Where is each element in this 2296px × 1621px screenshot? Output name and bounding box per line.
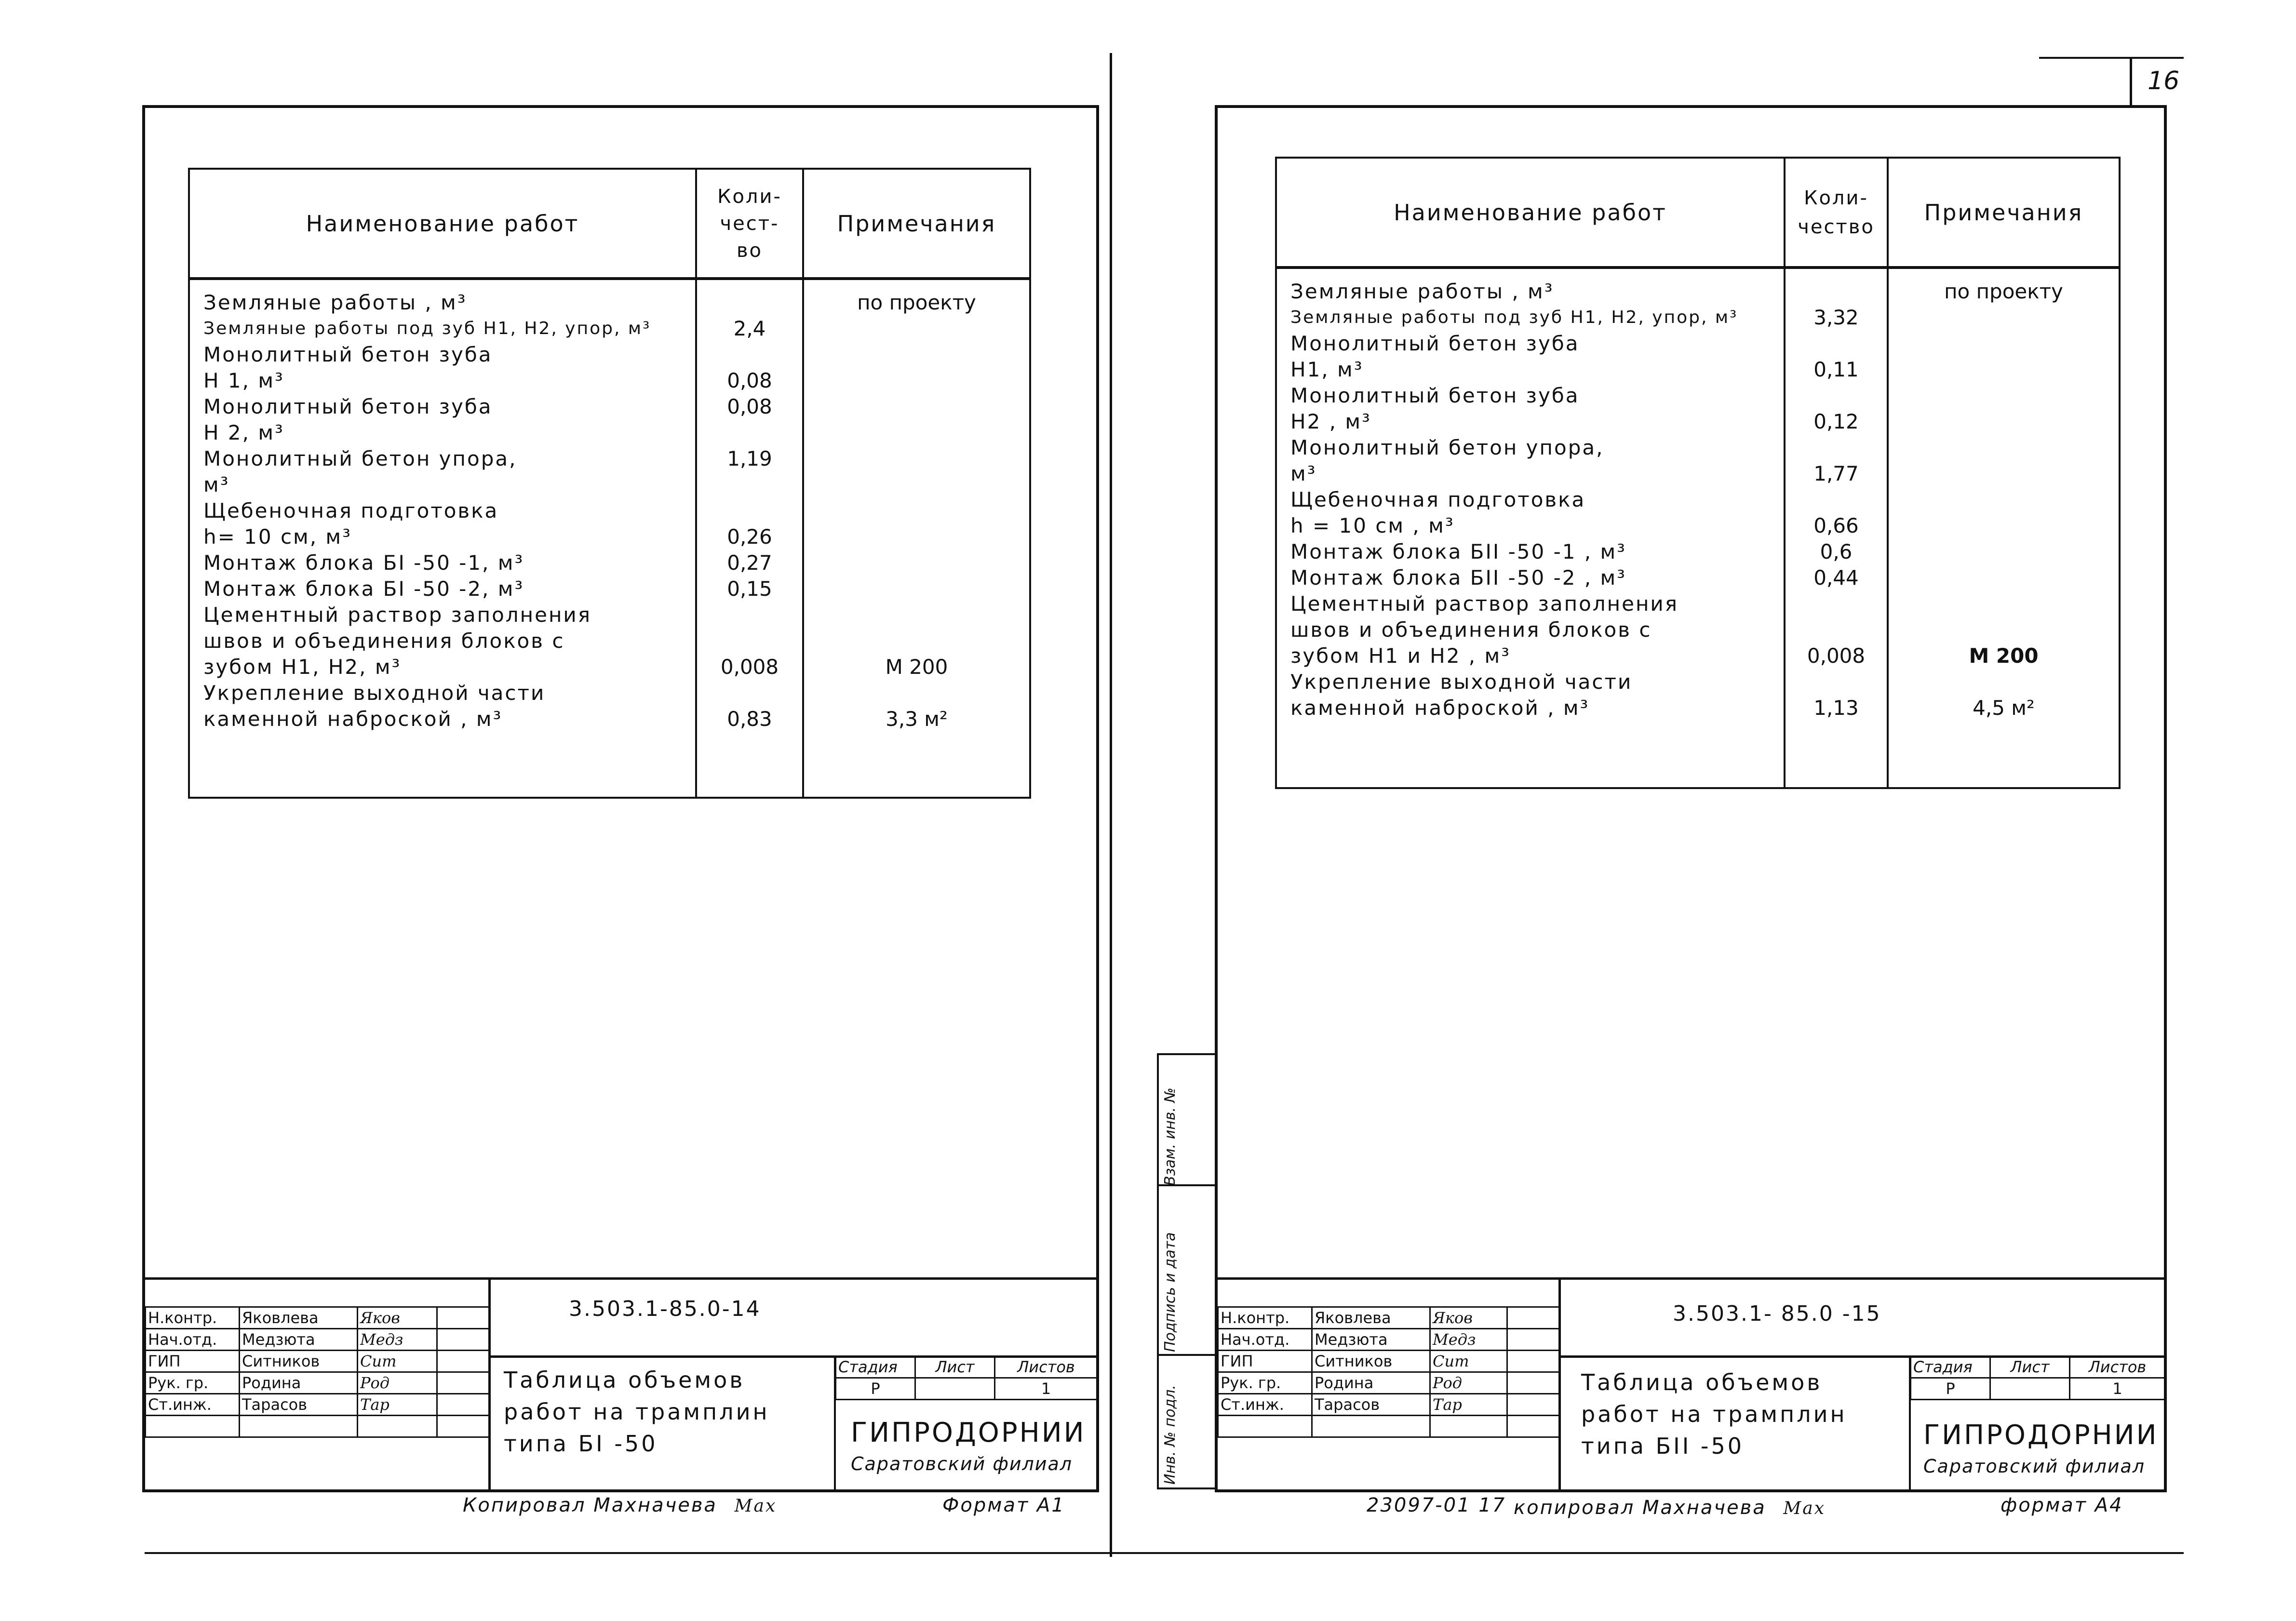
table-row-item: зубом Н1 и Н2 , м³	[1290, 644, 1511, 668]
table-row-item: Монолитный бетон зуба	[203, 395, 493, 418]
table-cell-note: М 200	[1969, 644, 2039, 668]
table-row-item: Монтаж блока БI -50 -2, м³	[203, 577, 524, 601]
title-line: типа БI -50	[504, 1431, 658, 1457]
stamp-role: Ст.инж.	[146, 1394, 240, 1416]
table-cell-qty: 0,6	[1820, 540, 1853, 563]
table-row-item: швов и объединения блоков с	[1290, 618, 1652, 642]
table-cell-qty: 0,008	[720, 655, 779, 679]
stamp-blank-cell	[240, 1416, 358, 1437]
table-row-item: м³	[203, 473, 230, 496]
page-number: 16	[2148, 67, 2180, 95]
left-stamp-signatures	[145, 1306, 491, 1438]
right-notes-column	[1888, 268, 2120, 788]
column-header-notes: Примечания	[1888, 158, 2120, 268]
table-row-item: Щебеночная подготовка	[203, 499, 499, 522]
table-cell-qty: 0,66	[1813, 514, 1859, 537]
stamp-blank-cell	[437, 1351, 490, 1372]
table-cell-qty	[1786, 591, 1887, 617]
right-order-number: 23097-01 17	[1367, 1494, 1506, 1516]
left-copied-by	[463, 1494, 777, 1516]
stamp-name: Тарасов	[1312, 1394, 1430, 1416]
table-cell-note	[1889, 565, 2119, 591]
sheet-value	[915, 1378, 995, 1400]
table-cell-note	[804, 524, 1029, 550]
table-cell-qty: 0,27	[727, 551, 772, 575]
table-row-item: Монтаж блока БII -50 -1 , м³	[1290, 540, 1627, 563]
sheets-label: Листов	[2070, 1356, 2165, 1378]
table-cell-note	[1889, 357, 2119, 383]
stamp-role: Рук. гр.	[1218, 1372, 1312, 1394]
table-cell-note	[804, 472, 1029, 498]
left-stage-table	[835, 1355, 1098, 1400]
left-stamp-top-line	[145, 1277, 1097, 1280]
table-row-item: каменной наброской , м³	[203, 707, 503, 731]
stamp-blank-cell	[1507, 1351, 1560, 1372]
table-cell-note	[1889, 591, 2119, 617]
table-cell-note	[804, 498, 1029, 524]
table-cell-qty: 0,12	[1813, 410, 1859, 433]
sheet-label: Лист	[1990, 1356, 2070, 1378]
table-row-item: h = 10 см , м³	[1290, 514, 1455, 537]
table-cell-note	[1889, 383, 2119, 409]
column-header-name: Наименование работ	[1276, 158, 1785, 268]
right-works-table	[1275, 157, 2121, 789]
table-row-item: Земляные работы , м³	[1290, 280, 1554, 303]
right-organization: ГИПРОДОРНИИ	[1923, 1420, 2159, 1451]
table-cell-qty: 0,08	[727, 395, 772, 418]
table-cell-note: по проекту	[1944, 280, 2063, 303]
table-row-item: м³	[1290, 462, 1317, 485]
table-cell-qty: 0,008	[1807, 644, 1866, 668]
stamp-role: Рук. гр.	[146, 1372, 240, 1394]
stamp-name: Яковлева	[240, 1307, 358, 1329]
side-label-signature-date: Подпись и дата	[1162, 1232, 1179, 1352]
page-number-line	[2039, 57, 2184, 59]
table-cell-qty	[697, 628, 802, 654]
table-cell-note	[1889, 305, 2119, 331]
table-cell-qty	[697, 290, 802, 316]
table-cell-note	[1889, 461, 2119, 487]
stamp-name: Яковлева	[1312, 1307, 1430, 1329]
stamp-signature: Медз	[1430, 1329, 1507, 1351]
right-copied-by	[1514, 1497, 1826, 1519]
left-qty-column	[696, 279, 803, 798]
stamp-role: ГИП	[146, 1351, 240, 1372]
stage-value: Р	[836, 1378, 915, 1400]
table-cell-note	[804, 368, 1029, 394]
table-cell-note	[804, 420, 1029, 446]
stamp-blank-cell	[437, 1329, 490, 1351]
stamp-signature: Род	[358, 1372, 437, 1394]
table-cell-qty	[1786, 383, 1887, 409]
copied-by-signature: Мах	[734, 1496, 777, 1516]
table-cell-qty	[697, 342, 802, 368]
table-cell-note	[1889, 669, 2119, 695]
left-document-code: 3.503.1-85.0-14	[569, 1297, 761, 1321]
table-cell-qty	[697, 680, 802, 706]
stamp-signature: Тар	[358, 1394, 437, 1416]
sheet-value	[1990, 1378, 2070, 1400]
table-cell-qty: 0,83	[727, 707, 772, 731]
table-cell-note: 3,3 м²	[886, 707, 948, 731]
table-cell-qty: 0,26	[727, 525, 772, 549]
right-stamp-signatures	[1217, 1306, 1561, 1438]
stage-label: Стадия	[1911, 1356, 1990, 1378]
table-cell-qty: 0,08	[727, 369, 772, 392]
stamp-name: Родина	[1312, 1372, 1430, 1394]
title-line: работ на трамплин	[1581, 1401, 1847, 1427]
table-row-item: Земляные работы , м³	[203, 291, 467, 314]
table-cell-note	[804, 342, 1029, 368]
table-cell-note	[1889, 513, 2119, 539]
stamp-role: Н.контр.	[1218, 1307, 1312, 1329]
copied-by-signature: Мах	[1783, 1499, 1826, 1518]
left-items-column	[189, 279, 696, 798]
sheets-value: 1	[995, 1378, 1098, 1400]
table-row-item: Н 2, м³	[203, 421, 284, 444]
stamp-name: Ситников	[1312, 1351, 1430, 1372]
table-cell-qty	[1786, 669, 1887, 695]
stamp-blank-cell	[146, 1416, 240, 1437]
table-row-item: Щебеночная подготовка	[1290, 488, 1586, 511]
table-cell-note	[1889, 435, 2119, 461]
stamp-role: Нач.отд.	[1218, 1329, 1312, 1351]
table-row-item: зубом Н1, Н2, м³	[203, 655, 402, 679]
sheet-label: Лист	[915, 1356, 995, 1378]
table-row-item: швов и объединения блоков с	[203, 629, 565, 653]
table-cell-qty: 2,4	[733, 317, 766, 340]
title-line: Таблица объемов	[504, 1367, 745, 1393]
side-label-original-inventory: Инв. № подл.	[1162, 1385, 1179, 1485]
table-cell-note	[804, 628, 1029, 654]
page-number-divider	[2130, 57, 2132, 107]
table-cell-qty: 3,32	[1813, 306, 1859, 329]
table-cell-qty	[697, 498, 802, 524]
left-works-table	[188, 168, 1031, 799]
table-cell-qty: 0,44	[1813, 566, 1859, 589]
table-row-item: Монолитный бетон зуба	[203, 343, 493, 366]
stamp-name: Медзюта	[1312, 1329, 1430, 1351]
table-cell-qty	[697, 602, 802, 628]
stamp-blank-cell	[1507, 1307, 1560, 1329]
table-row-item: Монолитный бетон зуба	[1290, 332, 1580, 355]
table-cell-qty	[1786, 617, 1887, 643]
copied-by-text: копировал Махначева	[1514, 1497, 1766, 1519]
left-stamp-divider	[488, 1277, 491, 1489]
table-row-item: Н1, м³	[1290, 358, 1364, 381]
stamp-name: Родина	[240, 1372, 358, 1394]
left-organization-branch: Саратовский филиал	[851, 1453, 1073, 1474]
stamp-name: Тарасов	[240, 1394, 358, 1416]
stamp-role: Ст.инж.	[1218, 1394, 1312, 1416]
right-stamp-divider	[1558, 1277, 1561, 1489]
stamp-signature: Сит	[1430, 1351, 1507, 1372]
stamp-name: Медзюта	[240, 1329, 358, 1351]
table-cell-note	[1889, 409, 2119, 435]
table-row-item: Монтаж блока БII -50 -2 , м³	[1290, 566, 1627, 589]
table-row-item: Монолитный бетон упора,	[1290, 436, 1604, 459]
right-stamp-top-line	[1217, 1277, 2164, 1280]
stage-value: Р	[1911, 1378, 1990, 1400]
right-items-column	[1276, 268, 1785, 788]
table-cell-qty: 1,19	[727, 447, 772, 470]
table-row-item: Укрепление выходной части	[203, 681, 546, 705]
table-cell-qty	[1786, 435, 1887, 461]
table-cell-note	[804, 446, 1029, 472]
table-cell-note	[804, 576, 1029, 602]
table-cell-qty: 1,13	[1813, 696, 1859, 720]
stamp-blank-cell	[1430, 1416, 1507, 1437]
title-line: Таблица объемов	[1581, 1369, 1823, 1395]
stamp-blank-cell	[437, 1416, 490, 1437]
table-cell-qty: 0,15	[727, 577, 772, 601]
table-row-item: Цементный раствор заполнения	[1290, 592, 1678, 616]
table-cell-note: М 200	[885, 655, 948, 679]
table-cell-note	[804, 602, 1029, 628]
table-row-item: Н 1, м³	[203, 369, 284, 392]
table-cell-qty	[697, 420, 802, 446]
column-header-qty: Коли- чество	[1785, 158, 1888, 268]
table-cell-note	[804, 394, 1029, 420]
left-drawing-title	[504, 1364, 770, 1460]
stamp-blank-cell	[1312, 1416, 1430, 1437]
stamp-blank-cell	[1507, 1416, 1560, 1437]
right-organization-branch: Саратовский филиал	[1923, 1456, 2146, 1477]
column-header-notes: Примечания	[803, 169, 1030, 279]
page-gutter-line	[1110, 53, 1112, 1557]
stamp-signature: Сит	[358, 1351, 437, 1372]
right-stage-table	[1910, 1355, 2166, 1400]
stamp-blank-cell	[437, 1394, 490, 1416]
table-cell-note	[804, 680, 1029, 706]
right-document-code: 3.503.1- 85.0 -15	[1673, 1301, 1881, 1326]
stamp-signature: Тар	[1430, 1394, 1507, 1416]
stamp-signature: Яков	[358, 1307, 437, 1329]
stamp-blank-cell	[1218, 1416, 1312, 1437]
side-label-replacement-inventory: Взам. инв. №	[1162, 1087, 1179, 1186]
title-line: типа БII -50	[1581, 1433, 1745, 1459]
left-organization: ГИПРОДОРНИИ	[851, 1417, 1086, 1448]
table-row-item: h= 10 см, м³	[203, 525, 352, 549]
stamp-name: Ситников	[240, 1351, 358, 1372]
right-qty-column	[1785, 268, 1888, 788]
table-cell-qty	[1786, 487, 1887, 513]
bottom-edge-line	[145, 1552, 2184, 1554]
stamp-role: ГИП	[1218, 1351, 1312, 1372]
left-format: Формат А1	[942, 1494, 1065, 1516]
stamp-blank-cell	[358, 1416, 437, 1437]
table-row-item: Земляные работы под зуб Н1, Н2, упор, м³	[1290, 308, 1738, 327]
column-header-qty: Коли- чест- во	[696, 169, 803, 279]
table-cell-note	[1889, 487, 2119, 513]
stamp-blank-cell	[437, 1372, 490, 1394]
table-row-item: Монолитный бетон зуба	[1290, 384, 1580, 407]
table-cell-qty: 1,77	[1813, 462, 1859, 485]
right-format: формат А4	[2001, 1494, 2123, 1516]
table-cell-qty	[1786, 331, 1887, 357]
table-cell-note: по проекту	[857, 291, 976, 314]
stamp-role: Н.контр.	[146, 1307, 240, 1329]
stamp-role: Нач.отд.	[146, 1329, 240, 1351]
table-row-item: Монтаж блока БI -50 -1, м³	[203, 551, 524, 575]
table-row-item: Укрепление выходной части	[1290, 670, 1633, 694]
right-drawing-title	[1581, 1366, 1847, 1462]
stamp-blank-cell	[1507, 1372, 1560, 1394]
stamp-blank-cell	[1507, 1329, 1560, 1351]
left-notes-column	[803, 279, 1030, 798]
stamp-blank-cell	[1507, 1394, 1560, 1416]
table-cell-note	[804, 316, 1029, 342]
table-row-item: Монолитный бетон упора,	[203, 447, 517, 470]
sheets-label: Листов	[995, 1356, 1098, 1378]
title-line: работ на трамплин	[504, 1399, 770, 1425]
table-row-item: Цементный раствор заполнения	[203, 603, 591, 627]
table-cell-note	[1889, 539, 2119, 565]
copied-by-text: Копировал Махначева	[463, 1494, 717, 1516]
table-row-item: Земляные работы под зуб Н1, Н2, упор, м³	[203, 319, 651, 338]
stamp-blank-cell	[437, 1307, 490, 1329]
table-cell-qty	[1786, 279, 1887, 305]
table-cell-note	[804, 550, 1029, 576]
sheets-value: 1	[2070, 1378, 2165, 1400]
column-header-name: Наименование работ	[189, 169, 696, 279]
stage-label: Стадия	[836, 1356, 915, 1378]
table-cell-note: 4,5 м²	[1973, 696, 2035, 720]
table-row-item: каменной наброской , м³	[1290, 696, 1590, 720]
table-cell-note	[1889, 331, 2119, 357]
stamp-signature: Род	[1430, 1372, 1507, 1394]
table-cell-note	[1889, 617, 2119, 643]
table-cell-qty	[697, 472, 802, 498]
stamp-signature: Медз	[358, 1329, 437, 1351]
table-cell-qty: 0,11	[1813, 358, 1859, 381]
table-row-item: Н2 , м³	[1290, 410, 1371, 433]
stamp-signature: Яков	[1430, 1307, 1507, 1329]
